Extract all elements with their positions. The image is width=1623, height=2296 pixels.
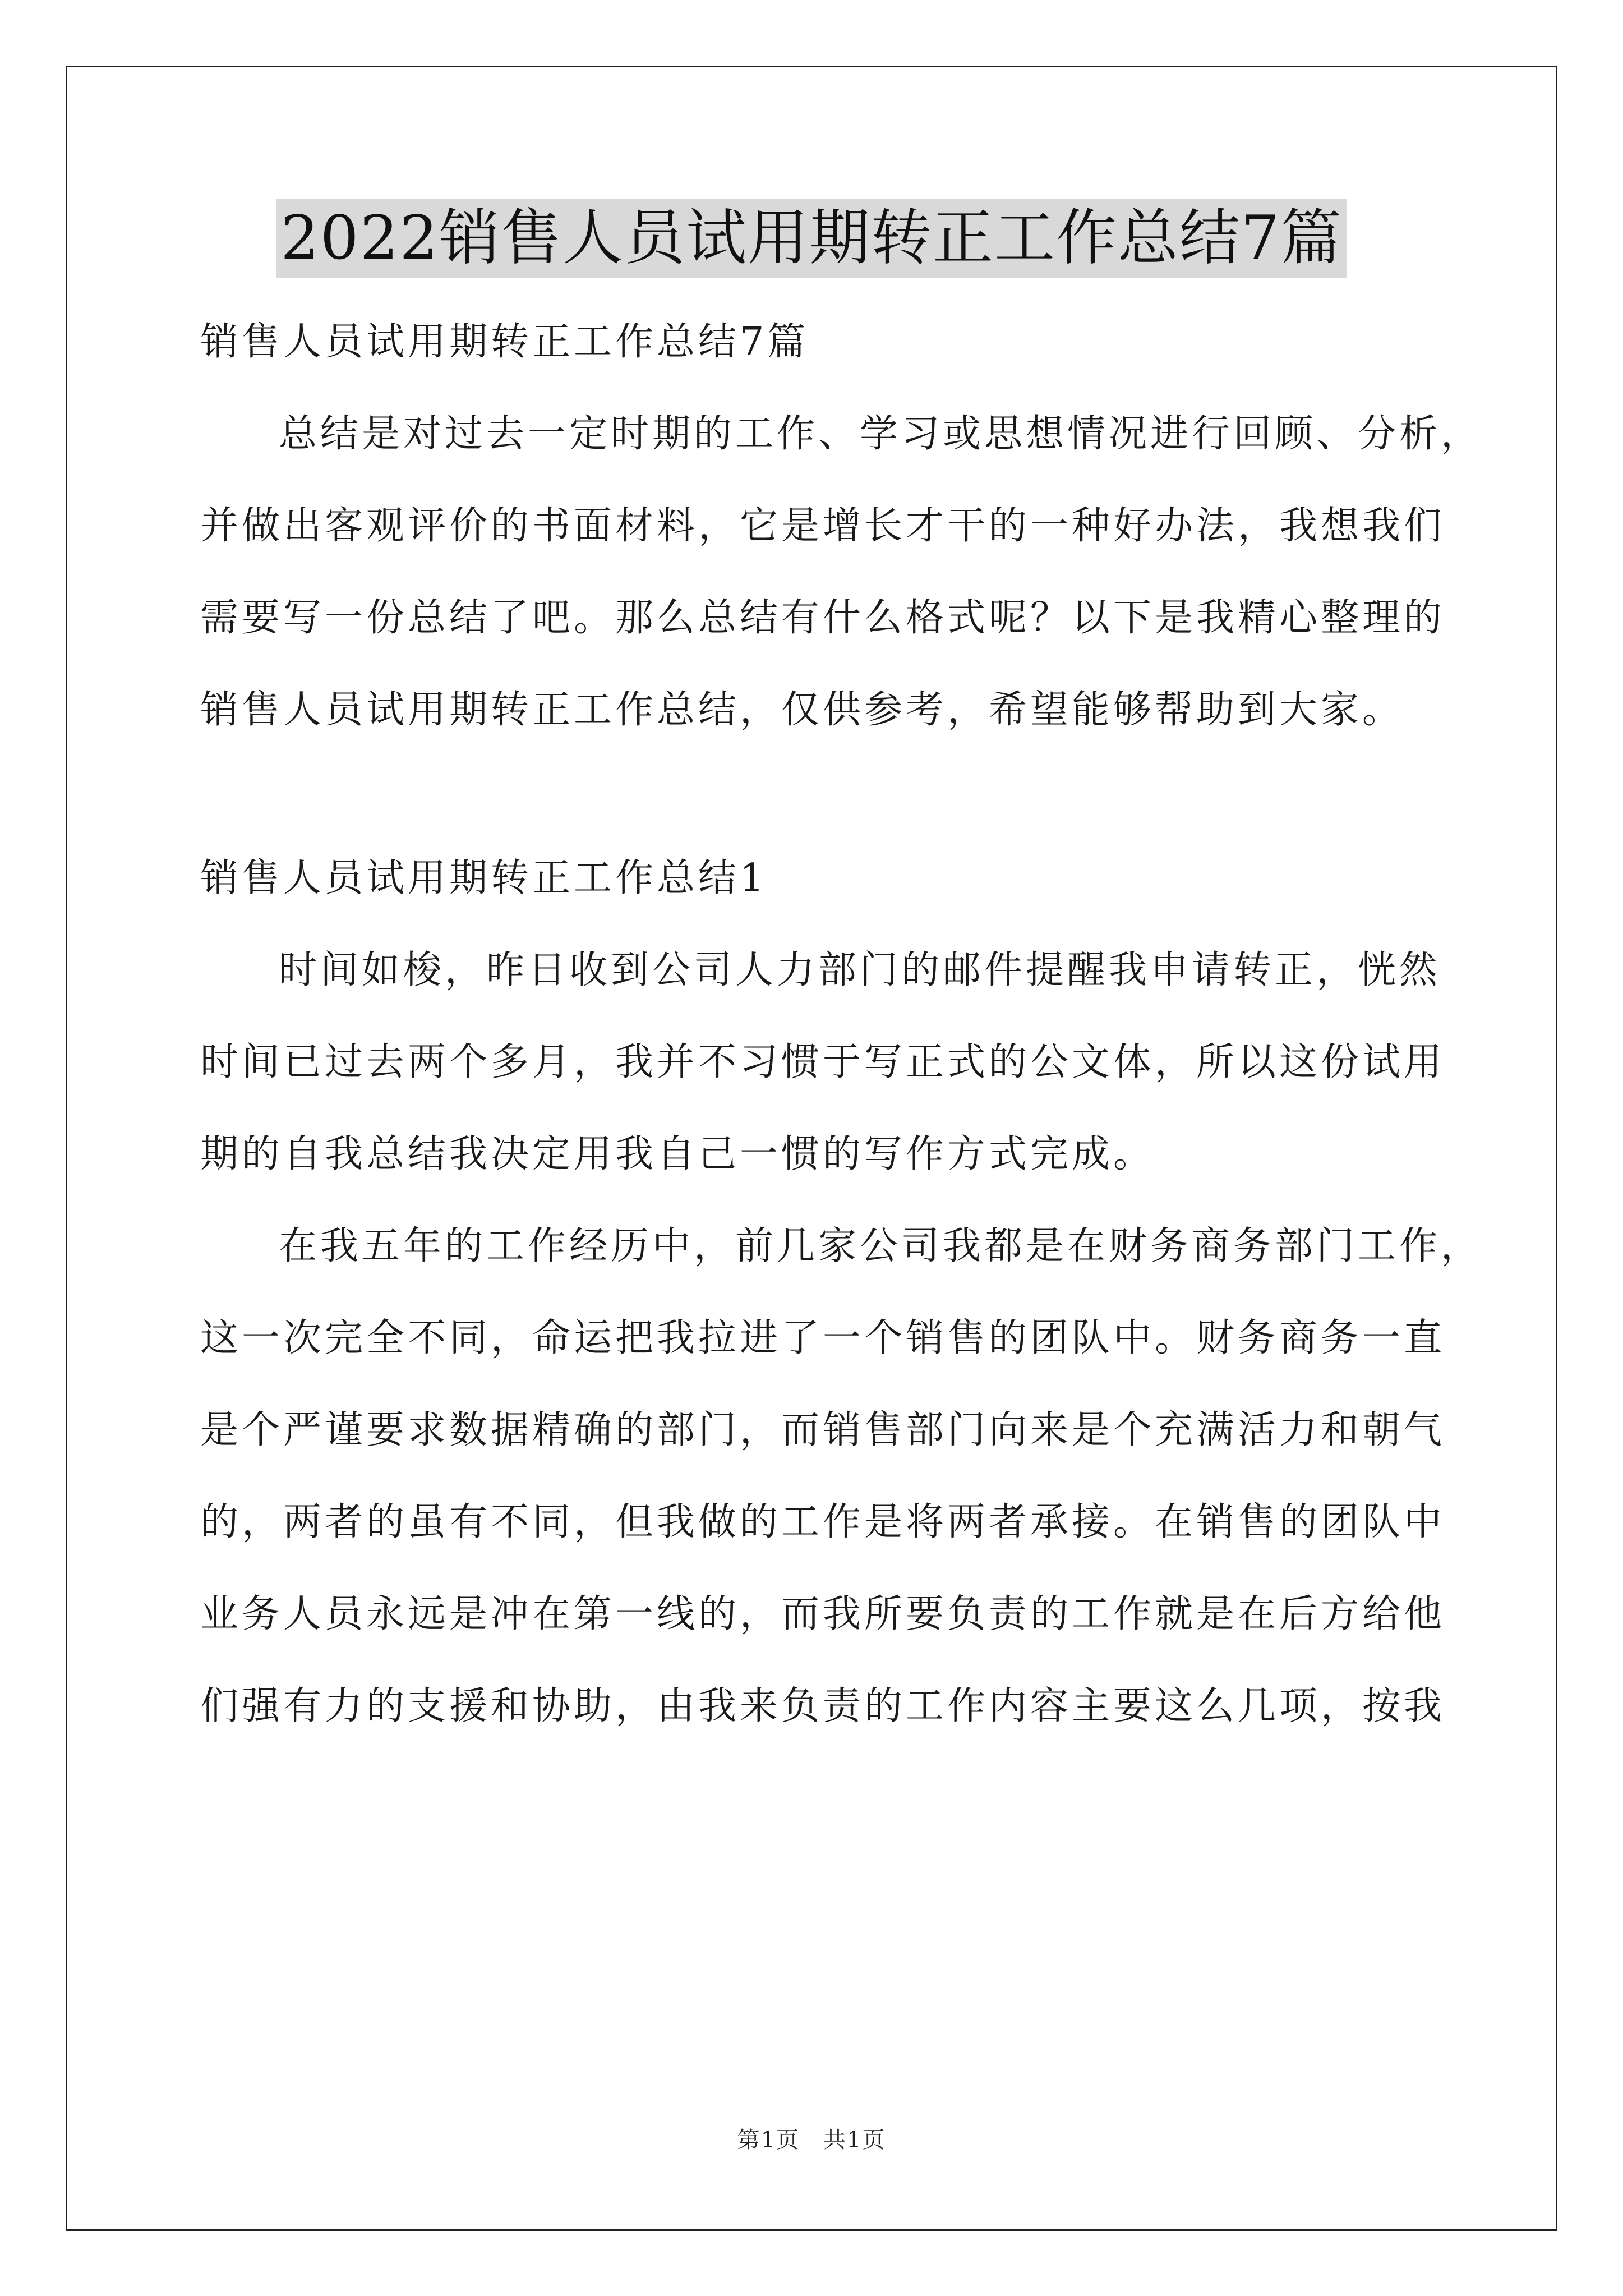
document-subtitle: 销售人员试用期转正工作总结7篇 [200,320,809,364]
paragraph-line: 时间如梭，昨日收到公司人力部门的邮件提醒我申请转正，恍然 [279,948,1441,992]
document-body [200,314,1483,1734]
section-heading: 销售人员试用期转正工作总结1 [200,856,768,900]
paragraph-line: 这一次完全不同，命运把我拉进了一个销售的团队中。财务商务一直 [200,1316,1446,1360]
paragraph-line: 业务人员永远是冲在第一线的，而我所要负责的工作就是在后方给他 [200,1592,1446,1636]
paragraph-line: 的，两者的虽有不同，但我做的工作是将两者承接。在销售的团队中 [200,1500,1446,1544]
page-footer: 第1页 共1页 [737,2127,886,2153]
intro-line: 销售人员试用期转正工作总结，仅供参考，希望能够帮助到大家。 [200,688,1404,732]
paragraph-line: 时间已过去两个多月，我并不习惯于写正式的公文体，所以这份试用 [200,1040,1446,1084]
paragraph-line: 是个严谨要求数据精确的部门，而销售部门向来是个充满活力和朝气 [200,1408,1446,1452]
intro-line: 并做出客观评价的书面材料，它是增长才干的一种好办法，我想我们 [200,504,1446,548]
intro-line: 需要写一份总结了吧。那么总结有什么格式呢？以下是我精心整理的 [200,596,1446,640]
paragraph-line: 在我五年的工作经历中，前几家公司我都是在财务商务部门工作， [279,1224,1483,1268]
paragraph-line: 们强有力的支援和协助，由我来负责的工作内容主要这么几项，按我 [200,1684,1446,1728]
title-container [0,199,1623,278]
document-title: 2022销售人员试用期转正工作总结7篇 [276,199,1347,278]
intro-line: 总结是对过去一定时期的工作、学习或思想情况进行回顾、分析， [279,412,1483,456]
paragraph-line: 期的自我总结我决定用我自己一惯的写作方式完成。 [200,1132,1155,1176]
